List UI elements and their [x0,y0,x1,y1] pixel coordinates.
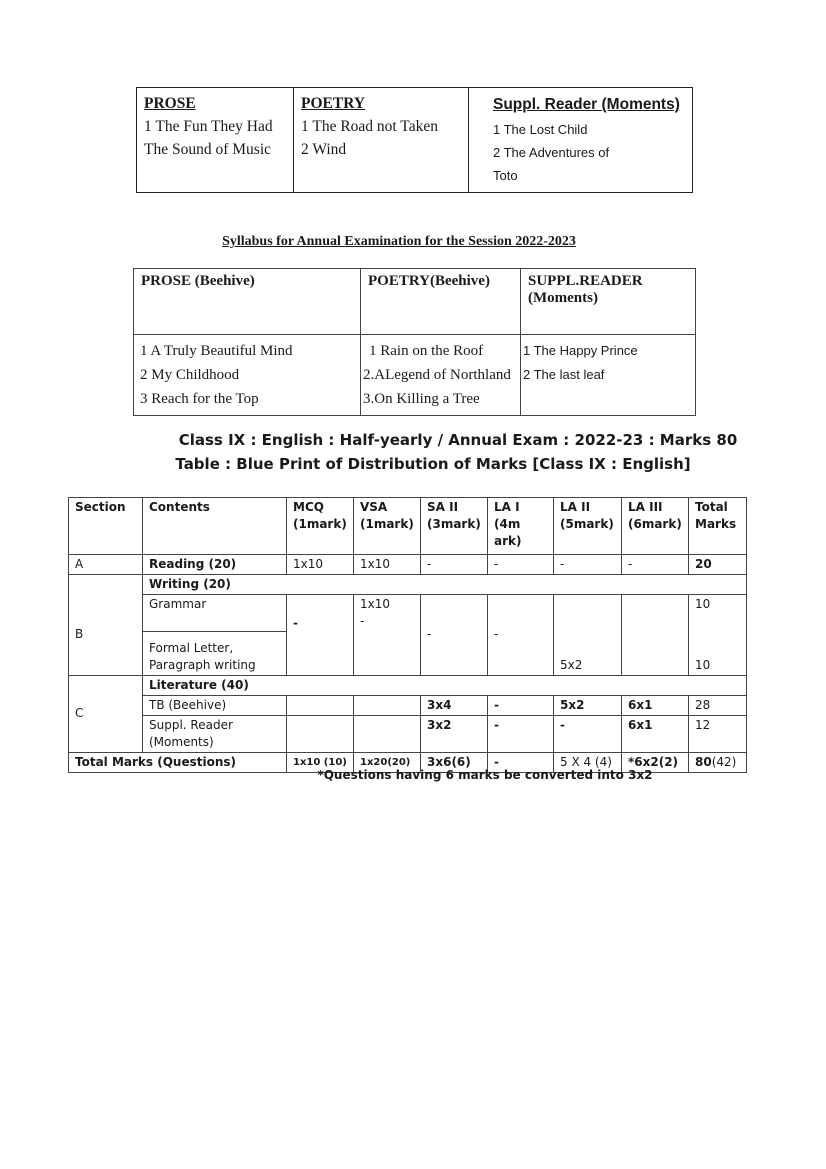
poetry-item: 2 Wind [301,141,347,158]
la2-header [554,498,622,555]
contents-cell: TB (Beehive) [143,695,287,715]
contents-line: Formal Letter, [149,640,234,655]
vsa-cell [354,631,421,675]
poetry-item: 3.On Killing a Tree [363,391,480,407]
suppl-item: 2 The Adventures of [493,145,610,160]
vsa-cell: 1x10 [354,555,421,575]
header-line: ark) [494,534,522,548]
table-row [69,595,747,632]
la3-cell [622,595,689,676]
contents-header: Contents [143,498,287,555]
poetry-item: 1 The Road not Taken [301,118,438,135]
table-row [69,715,747,752]
la1-total: - [488,752,554,772]
sa-cell: 3x4 [421,695,488,715]
poetry-item: 1 Rain on the Roof [369,343,484,359]
la1-cell: - [488,595,554,676]
total-cell: 20 [689,555,747,575]
la2-cell: 5x2 [554,695,622,715]
poetry-heading: POETRY [301,95,366,112]
header-line: (6mark) [628,517,682,531]
header-line: (5mark) [560,517,614,531]
header-line: (4m [494,517,521,531]
table-row [69,575,747,595]
contents-cell: Reading (20) [143,555,287,575]
header-line: MCQ [293,500,324,514]
prose-item: 2 My Childhood [140,367,240,383]
prose-list [134,335,361,416]
sa-cell: 3x2 [421,715,488,752]
prose-item: 1 The Fun They Had [144,118,273,135]
blueprint-title: Table : Blue Print of Distribution of Marks [Class IX : English] [175,455,691,473]
table-row [69,555,747,575]
grand-total-questions: (42) [711,754,737,769]
totals-label: Total Marks (Questions) [69,752,287,772]
contents-line: (Moments) [149,734,214,749]
vsa-header [354,498,421,555]
header-line: (1mark) [293,517,347,531]
vsa-cell [354,715,421,752]
vsa-value: 1x10 [360,597,391,611]
suppl-cell [469,88,693,193]
footnote: *Questions having 6 marks be converted into 3x2 [317,768,653,782]
poetry-item: 2.ALegend of Northland [363,367,511,383]
mcq-cell [287,715,354,752]
mcq-cell: - [287,595,354,676]
vsa-cell [354,695,421,715]
section-cell: A [69,555,143,575]
contents-line: Suppl. Reader [149,717,233,732]
section-header: Section [69,498,143,555]
sa-cell: - [421,595,488,676]
header-line: (1mark) [360,517,414,531]
sa-total: 3x6(6) [421,752,488,772]
la2-total: 5 X 4 (4) [554,752,622,772]
contents-cell: Grammar [143,595,287,632]
total-cell: 10 [689,595,747,632]
total-cell: 12 [689,715,747,752]
marks-blueprint-table [68,497,747,773]
prev-syllabus-table [136,87,693,193]
syllabus-title: Syllabus for Annual Examination for the Session 2022-2023 [222,234,576,249]
suppl-header [521,269,696,335]
vsa-total: 1x20(20) [354,752,421,772]
la1-header [488,498,554,555]
la3-total: *6x2(2) [622,752,689,772]
vsa-dash: - [360,614,365,628]
class-exam-title: Class IX : English : Half-yearly / Annual Exam : 2022-23 : Marks 80 [178,431,738,449]
table-row [69,675,747,695]
mcq-total: 1x10 (10) [287,752,354,772]
annual-syllabus-table [133,268,696,416]
mcq-cell [287,695,354,715]
vsa-cell [354,595,421,632]
contents-cell [143,715,287,752]
la2-cell: 5x2 [554,595,622,676]
poetry-cell [294,88,469,193]
sa-cell: - [421,555,488,575]
section-cell: B [69,575,143,676]
sa-header [421,498,488,555]
la3-header [622,498,689,555]
header-line: LA II [560,500,591,514]
poetry-header: POETRY(Beehive) [361,269,521,335]
mcq-cell: 1x10 [287,555,354,575]
prose-heading: PROSE [144,95,196,112]
la1-cell: - [488,695,554,715]
header-line: (3mark) [427,517,481,531]
grand-total-marks: 80 [695,754,712,769]
contents-line: Paragraph writing [149,657,256,672]
la1-cell: - [488,715,554,752]
writing-heading: Writing (20) [143,575,747,595]
prose-item: The Sound of Music [144,141,272,158]
la3-cell: 6x1 [622,695,689,715]
header-line: VSA [360,500,388,514]
prose-item: 1 A Truly Beautiful Mind [140,343,293,359]
la3-cell: 6x1 [622,715,689,752]
suppl-header-line: SUPPL.READER [528,273,643,289]
suppl-heading: Suppl. Reader (Moments) [493,96,680,113]
total-cell: 28 [689,695,747,715]
suppl-item: 1 The Lost Child [493,122,588,137]
section-cell: C [69,675,143,752]
prose-header: PROSE (Beehive) [134,269,361,335]
la1-cell: - [488,555,554,575]
total-cell: 10 [689,631,747,675]
suppl-item: 1 The Happy Prince [523,343,638,358]
suppl-item: 2 The last leaf [523,367,605,382]
literature-heading: Literature (40) [143,675,747,695]
mcq-header [287,498,354,555]
suppl-list [521,335,696,416]
header-line: LA I [494,500,520,514]
la3-cell: - [622,555,689,575]
header-line: Total [695,500,728,514]
table-row [69,695,747,715]
la2-cell: - [554,555,622,575]
suppl-item: Toto [493,168,518,183]
prose-cell [137,88,294,193]
contents-cell [143,631,287,675]
header-line: SA II [427,500,459,514]
header-line: LA III [628,500,663,514]
total-header [689,498,747,555]
suppl-header-line: (Moments) [528,290,598,306]
la2-cell: - [554,715,622,752]
header-line: Marks [695,517,737,531]
poetry-list [361,335,521,416]
prose-item: 3 Reach for the Top [140,391,259,407]
